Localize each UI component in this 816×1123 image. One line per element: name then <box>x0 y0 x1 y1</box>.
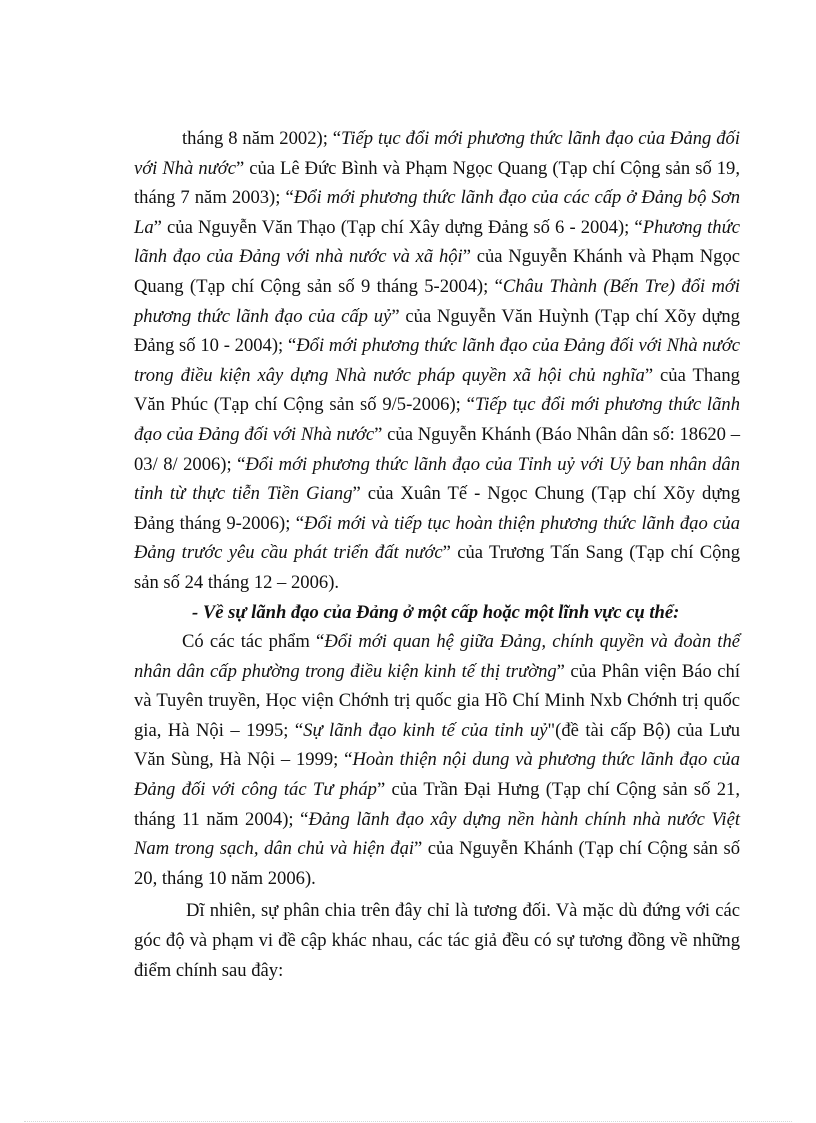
text-run: "(đề tài cấp Bộ) của Lưu Văn Sùng, Hà Nội – 1999; “ <box>134 719 740 771</box>
cited-title: Đổi mới phương thức lãnh đạo của Tỉnh uỷ với Uỷ ban nhân dân tỉnh từ thực tiễn Tiền Giang <box>134 453 740 505</box>
text-run: ” của Nguyễn Khánh và Phạm Ngọc Quang (Tạp chí Cộng sản số 9 tháng 5-2004); “ <box>134 246 740 297</box>
document-page <box>134 124 740 985</box>
cited-title: Hoàn thiện nội dung và phương thức lãnh đạo của Đảng đối với công tác Tư pháp <box>134 749 740 801</box>
text-run: Có các tác phẩm “ <box>182 631 325 653</box>
text-run: ” của Xuân Tế - Ngọc Chung (Tạp chí Xõy dựng Đảng tháng 9-2006); “ <box>134 483 740 534</box>
text-run: ” của Trần Đại Hưng (Tạp chí Cộng sản số 21, tháng 11 năm 2004); “ <box>134 779 741 830</box>
cited-title: Tiếp tục đổi mới phương thức lãnh đạo của Đảng đối với Nhà nước <box>134 128 740 179</box>
cited-title: Đổi mới phương thức lãnh đạo của Đảng đối với Nhà nước trong điều kiện xây dựng Nhà nước pháp quyền xã hội chủ nghĩa <box>134 335 740 386</box>
page-bottom-divider <box>24 1121 792 1122</box>
cited-title: Phương thức lãnh đạo của Đảng với nhà nước và xã hội <box>134 216 740 268</box>
section-heading: - Về sự lãnh đạo của Đảng ở một cấp hoặc một lĩnh vực cụ thể: <box>192 601 680 623</box>
text-run: ” của Nguyễn Văn Huỳnh (Tạp chí Xõy dựng Đảng số 10 - 2004); “ <box>134 305 740 357</box>
text-run: ” của Lê Đức Bình và Phạm Ngọc Quang (Tạp chí Cộng sản số 19, tháng 7 năm 2003); “ <box>134 157 740 209</box>
text-run: tháng 8 năm 2002); “ <box>182 128 342 149</box>
text-run: ” của Phân viện Báo chí và Tuyên truyền, Học viện Chớnh trị quốc gia Hồ Chí Minh Nxb Chớnh trị quốc gia, Hà Nội – 1995; “ <box>134 660 740 741</box>
cited-title: Châu Thành (Bến Tre) đổi mới phương thức lãnh đạo của cấp uỷ <box>134 275 740 327</box>
text-run: ” của Thang Văn Phúc (Tạp chí Cộng sản số 9/5-2006); “ <box>134 364 740 416</box>
cited-title: Sự lãnh đạo kinh tế của tỉnh uỷ <box>303 719 548 741</box>
cited-title: Đảng lãnh đạo xây dựng nền hành chính nhà nước Việt Nam trong sạch, dân chủ và hiện đại <box>134 808 741 860</box>
text-run: ” của Nguyễn Văn Thạo (Tạp chí Xây dựng Đảng số 6 - 2004); “ <box>153 216 643 238</box>
cited-title: Đổi mới phương thức lãnh đạo của các cấp ở Đảng bộ Sơn La <box>134 187 740 238</box>
cited-title: Tiếp tục đổi mới phương thức lãnh đạo của Đảng đối với Nhà nước <box>134 394 740 445</box>
text-run: ” của Nguyễn Khánh (Tạp chí Cộng sản số 20, tháng 10 năm 2006). <box>134 838 740 889</box>
paragraph-works <box>134 627 740 893</box>
text-run: ” của Trương Tấn Sang (Tạp chí Cộng sản số 24 tháng 12 – 2006). <box>134 542 740 593</box>
cited-title: Đổi mới quan hệ giữa Đảng, chính quyền và đoàn thể nhân dân cấp phường trong điều kiện kinh tế thị trường <box>134 631 741 682</box>
paragraph-conclusion: Dĩ nhiên, sự phân chia trên đây chỉ là tương đối. Và mặc dù đứng với các góc độ và phạm vi đề cập khác nhau, các tác giả đều có sự tương đồng về những điểm chính sau đây: <box>134 900 740 981</box>
cited-title: Đổi mới và tiếp tục hoàn thiện phương thức lãnh đạo của Đảng trước yêu cầu phát triển đất nước <box>134 512 740 564</box>
paragraph-references <box>134 124 740 598</box>
text-run: ” của Nguyễn Khánh (Báo Nhân dân số: 18620 – 03/ 8/ 2006); “ <box>134 423 740 475</box>
